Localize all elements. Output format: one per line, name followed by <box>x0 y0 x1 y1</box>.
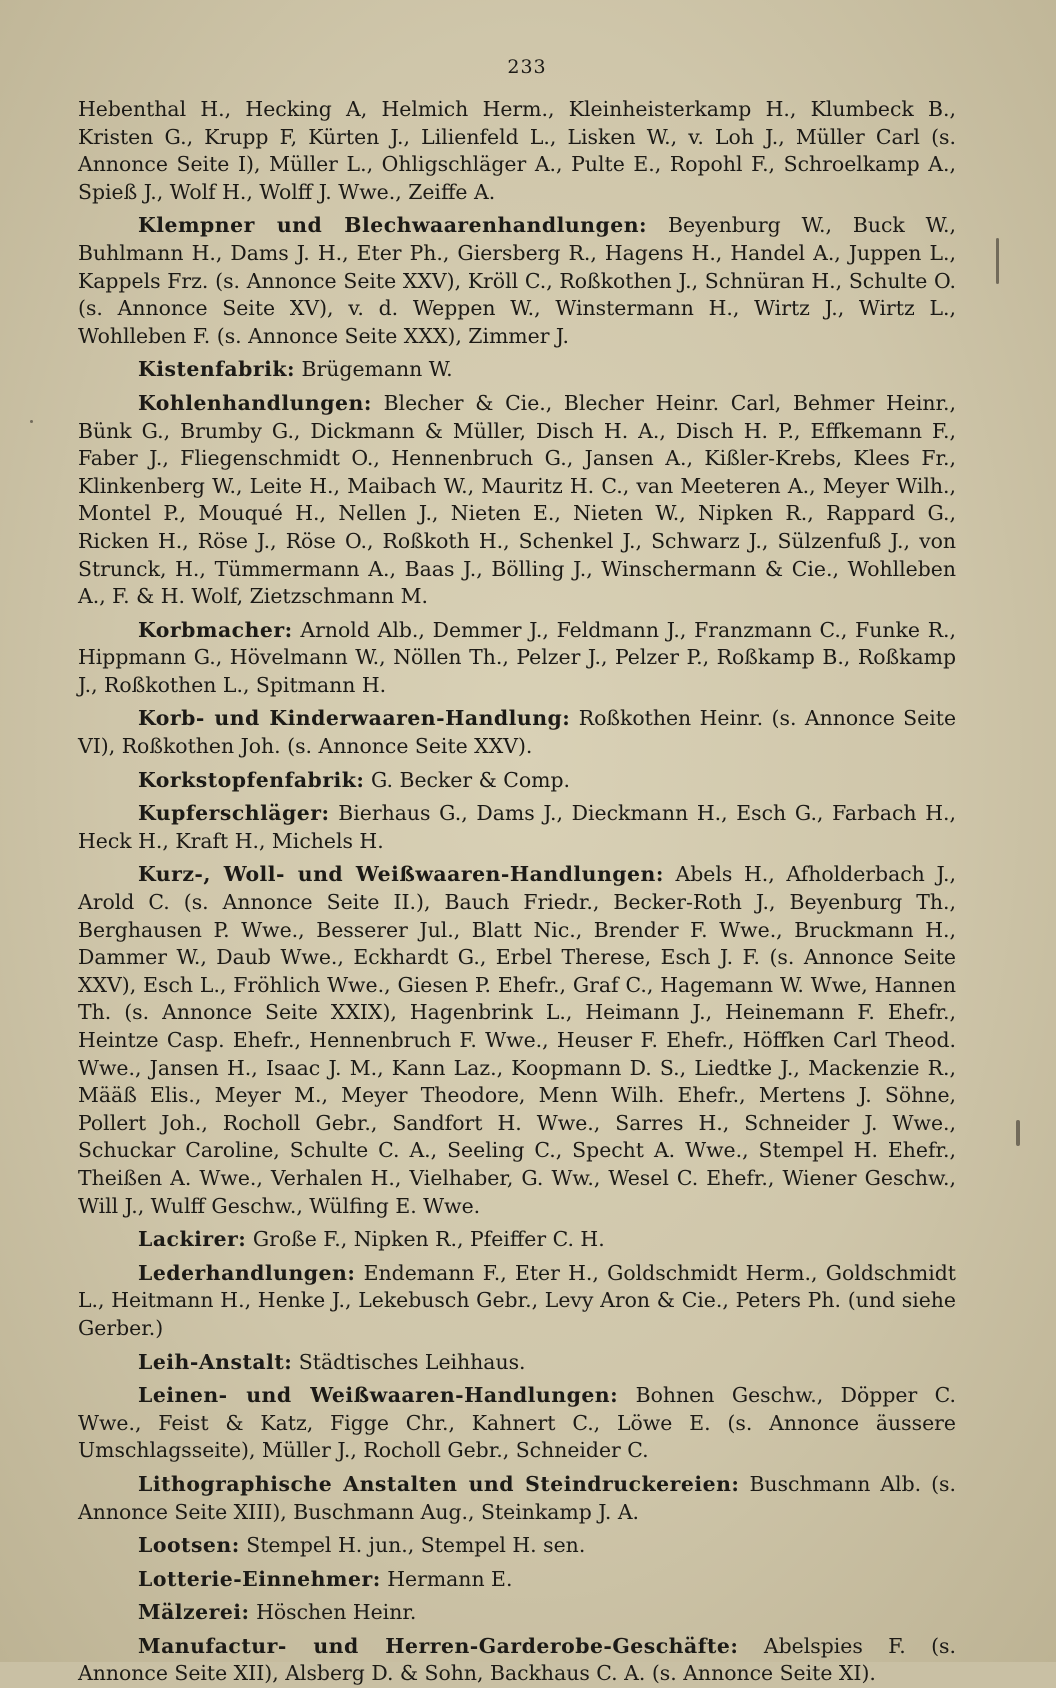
entry-text: Brügemann W. <box>301 357 453 382</box>
entry-text: Abelspies F. (s. Annonce Seite XII), Alsberg D. & Sohn, Backhaus C. A. (s. Annonce Seite XI). <box>78 1633 956 1686</box>
entry-category: Korkstopfenfabrik: <box>138 767 365 792</box>
entry-category: Leinen- und Weißwaaren-Handlungen: <box>138 1383 619 1408</box>
entry-text: Höschen Heinr. <box>256 1600 417 1625</box>
directory-entry <box>78 800 956 855</box>
entry-text: Abels H., Afholderbach J., Arold C. (s. Annonce Seite II.), Bauch Friedr., Becker-Roth J., Beyenburg Th., Berghausen P. Wwe., Besserer Jul., Blatt Nic., Brender F. Wwe., Bruckmann H., Dammer W., Daub Wwe., Eckhardt G., Erbel Therese, Esch J. F. (s. Annonce Seite XXV), Esch L., Fröhlich Wwe., Giesen P. Ehefr., Graf C., Hagemann W. Wwe, Hannen Th. (s. Annonce Seite XXIX), Hagenbrink L., Heimann J., Heinemann F. Ehefr., Heintze Casp. Ehefr., Hennenbruch F. Wwe., Heuser F. Ehefr., Höffken Carl Theod. Wwe., Jansen H., Isaac J. M., Kann Laz., Koopmann D. S., Liedtke J., Mackenzie R., Määß Elis., Meyer M., Meyer Theodore, Menn Wilh. Ehefr., Mertens J. Söhne, Pollert Joh., Rocholl Gebr., Sandfort H. Wwe., Sarres H., Schneider J. Wwe., Schuckar Caroline, Schulte C. A., Seeling C., Specht A. Wwe., Stempel H. Ehefr., Theißen A. Wwe., Verhalen H., Vielhaber, G. Ww., Wesel C. Ehefr., Wiener Geschw., Will J., Wulff Geschw., Wülfing E. Wwe. <box>78 862 956 1218</box>
directory-entry <box>78 1226 956 1254</box>
entry-text: Stempel H. jun., Stempel H. sen. <box>246 1533 586 1558</box>
entry-category: Klempner und Blechwaarenhandlungen: <box>138 213 648 238</box>
directory-entry <box>78 1349 956 1377</box>
entry-text: Arnold Alb., Demmer J., Feldmann J., Franzmann C., Funke R., Hippmann G., Hövelmann W., Nöllen Th., Pelzer J., Pelzer P., Roßkamp B., Roßkamp J., Roßkothen L., Spitmann H. <box>78 617 957 697</box>
directory-entry <box>78 212 956 350</box>
entry-category: Lederhandlungen: <box>138 1260 356 1285</box>
entry-text: Bohnen Geschw., Döpper C. Wwe., Feist & Katz, Figge Chr., Kahnert C., Löwe E. (s. Annonce äussere Umschlagsseite), Müller J., Rocholl Gebr., Schneider C. <box>78 1383 957 1463</box>
directory-entry <box>78 1633 956 1688</box>
entry-category: Korbmacher: <box>138 617 293 642</box>
directory-entry <box>78 767 956 795</box>
page-number: 233 <box>507 56 547 78</box>
directory-entry <box>78 1382 956 1465</box>
entry-text: Blecher & Cie., Blecher Heinr. Carl, Behmer Heinr., Bünk G., Brumby G., Dickmann & Müller, Disch H. A., Disch H. P., Effkemann F., Faber J., Fliegenschmidt O., Hennenbruch G., Jansen A., Kißler-Krebs, Klees Fr., Klinkenberg W., Leite H., Maibach W., Mauritz H. C., van Meeteren A., Meyer Wilh., Montel P., Mouqué H., Nellen J., Nieten E., Nieten W., Nipken R., Rappard G., Ricken H., Röse J., Röse O., Roßkoth H., Schenkel J., Schwarz J., Sülzenfuß J., von Strunck, H., Tümmermann A., Baas J., Bölling J., Winschermann & Cie., Wohlleben A., F. & H. Wolf, Zietzschmann M. <box>78 390 956 609</box>
entry-category: Lotterie-Einnehmer: <box>138 1566 381 1591</box>
entry-text: G. Becker & Comp. <box>370 767 570 792</box>
directory-entry <box>78 1532 956 1560</box>
entry-text: Hebenthal H., Hecking A, Helmich Herm., Kleinheisterkamp H., Klumbeck B., Kristen G., Krupp F, Kürten J., Lilienfeld L., Lisken W., v. Loh J., Müller Carl (s. Annonce Seite I), Müller L., Ohligschläger A., Pulte E., Ropohl F., Schroelkamp A., Spieß J., Wolf H., Wolff J. Wwe., Zeiffe A. <box>78 97 956 204</box>
ink-speck <box>1016 1120 1020 1146</box>
entry-category: Lackirer: <box>138 1227 247 1252</box>
entry-text: Roßkothen Heinr. (s. Annonce Seite VI), Roßkothen Joh. (s. Annonce Seite XXV). <box>78 706 957 759</box>
directory-entry <box>78 1471 956 1526</box>
entry-category: Kohlenhandlungen: <box>138 390 372 415</box>
directory-entry <box>78 705 956 760</box>
directory-entry <box>78 356 956 384</box>
directory-entry <box>78 1566 956 1594</box>
entry-category: Manufactur- und Herren-Garderobe-Geschäfte: <box>138 1633 739 1658</box>
entry-category: Lootsen: <box>138 1533 240 1558</box>
directory-entry <box>78 1260 956 1343</box>
directory-entry <box>78 1599 956 1627</box>
entry-text: Buschmann Alb. (s. Annonce Seite XIII), Buschmann Aug., Steinkamp J. A. <box>78 1471 956 1524</box>
ink-speck <box>30 420 33 423</box>
directory-entry <box>78 390 956 611</box>
entry-category: Kupferschläger: <box>138 801 330 826</box>
entry-category: Korb- und Kinderwaaren-Handlung: <box>138 706 571 731</box>
directory-entry <box>78 861 956 1220</box>
entry-text: Bierhaus G., Dams J., Dieckmann H., Esch G., Farbach H., Heck H., Kraft H., Michels H. <box>78 801 956 853</box>
entry-text: Hermann E. <box>387 1566 513 1591</box>
directory-entry <box>78 617 956 700</box>
entry-category: Mälzerei: <box>138 1600 250 1625</box>
entry-category: Leih-Anstalt: <box>138 1349 293 1374</box>
entry-text: Große F., Nipken R., Pfeiffer C. H. <box>252 1227 605 1252</box>
directory-entry <box>78 96 956 206</box>
entry-text: Beyenburg W., Buck W., Buhlmann H., Dams J. H., Eter Ph., Giersberg R., Hagens H., Handel A., Juppen L., Kappels Frz. (s. Annonce Seite XXV), Kröll C., Roßkothen J., Schnüran H., Schulte O. (s. Annonce Seite XV), v. d. Weppen W., Winstermann H., Wirtz J., Wirtz L., Wohlleben F. (s. Annonce Seite XXX), Zimmer J. <box>78 213 957 348</box>
entry-text: Endemann F., Eter H., Goldschmidt Herm., Goldschmidt L., Heitmann H., Henke J., Lekebusch Gebr., Levy Aron & Cie., Peters Ph. (und siehe Gerber.) <box>78 1260 956 1340</box>
entry-category: Kurz-, Woll- und Weißwaaren-Handlungen: <box>138 862 664 887</box>
entry-category: Lithographische Anstalten und Steindruckereien: <box>138 1471 740 1496</box>
entry-text: Städtisches Leihhaus. <box>298 1349 526 1374</box>
ink-speck <box>996 238 999 284</box>
entry-category: Kistenfabrik: <box>138 357 296 382</box>
